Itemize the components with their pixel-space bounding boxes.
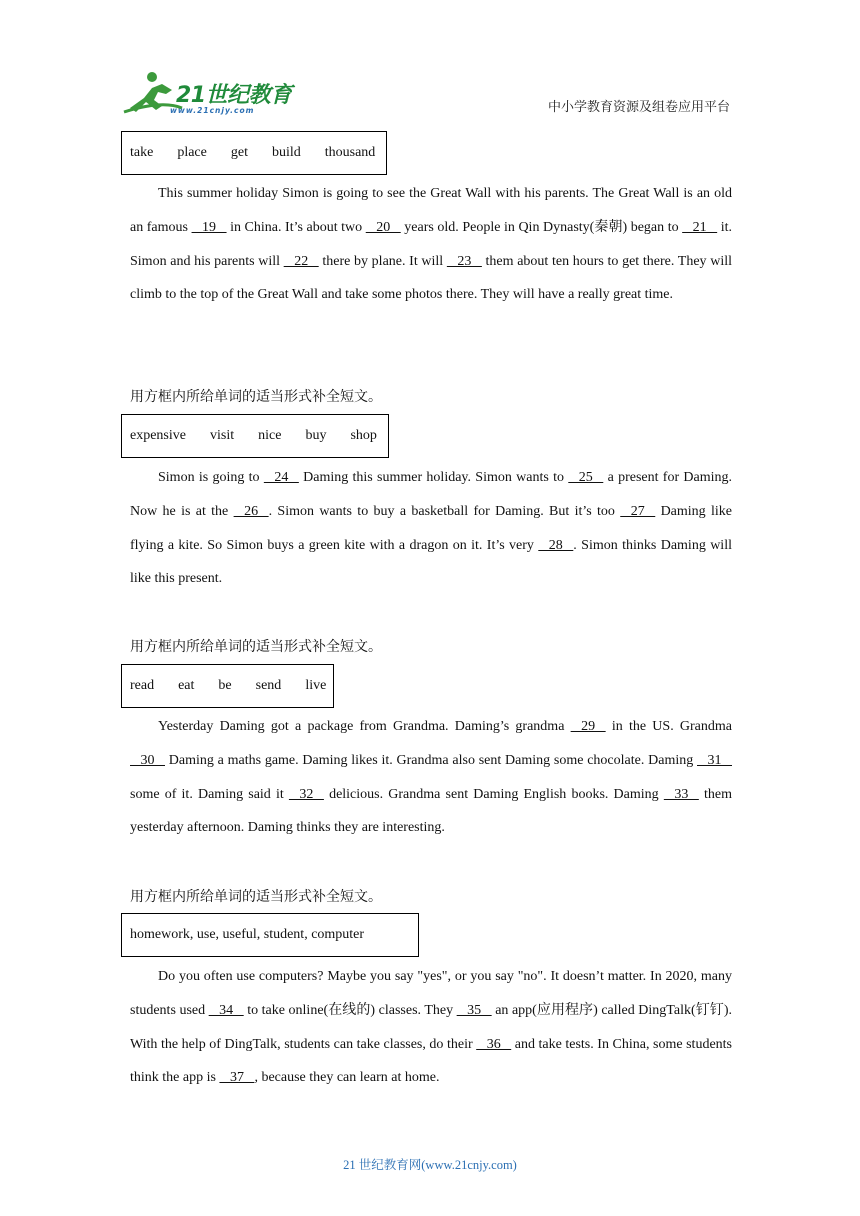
passage-text: in the US. Grandma	[605, 719, 733, 734]
passage-text: there by plane. It will	[318, 253, 447, 269]
word-box	[121, 131, 387, 175]
passage-text: it. Simon and his parents will	[130, 219, 732, 269]
passage-text: Simon is going to	[158, 470, 264, 485]
word-option: homework, use, useful, student, computer	[130, 927, 365, 942]
blank-25[interactable]: 25	[568, 470, 604, 485]
passage-text: to take online(在线的) classes. They	[243, 1002, 457, 1018]
passage-text: Do you often use computers? Maybe you say "yes", or you say "no". It doesn’t matter. In 2020, many students used	[130, 969, 732, 1018]
word-option: buy	[305, 428, 327, 443]
passage-text: some of it. Daming said it	[130, 786, 289, 802]
blank-33[interactable]: 33	[663, 786, 699, 802]
blank-20[interactable]: 20	[365, 219, 401, 235]
blank-21[interactable]: 21	[682, 219, 718, 235]
footer-text: 21 世纪教育网(www.21cnjy.com)	[343, 1158, 517, 1172]
instruction-text: 用方框内所给单词的适当形式补全短文。	[130, 889, 382, 905]
word-option: expensive	[130, 428, 186, 443]
word-option: be	[218, 678, 232, 693]
word-option: build	[271, 145, 301, 160]
passage-text: an app(应用程序) called DingTalk(钉钉). With the help of DingTalk, students can take classes, do their	[130, 1002, 732, 1052]
logo-url: www.21cnjy.com	[170, 106, 255, 115]
header-platform-text: 中小学教育资源及组卷应用平台	[548, 100, 731, 115]
blank-36[interactable]: 36	[476, 1036, 512, 1052]
word-option: eat	[178, 678, 195, 693]
passage-text: , because they can learn at home.	[254, 1070, 440, 1086]
passage-text: Yesterday Daming got a package from Grandma. Daming’s grandma	[158, 719, 571, 734]
word-option: take	[130, 145, 154, 160]
instruction-text: 用方框内所给单词的适当形式补全短文。	[130, 639, 382, 655]
passage-text: Daming a maths game. Daming likes it. Grandma also sent Daming some chocolate. Daming	[165, 752, 697, 768]
word-box	[121, 414, 389, 458]
blank-27[interactable]: 27	[620, 503, 656, 519]
logo-text: 21世纪教育	[176, 83, 292, 108]
word-option: read	[130, 678, 155, 693]
passage-text: and take tests. In China, some students think the app is	[130, 1036, 732, 1086]
passage-text: years old. People in Qin Dynasty(秦朝) began to	[400, 219, 683, 235]
word-box	[121, 913, 419, 957]
passage-text: This summer holiday Simon is going to see the Great Wall with his parents. The Great Wall is an old an famous	[130, 186, 732, 235]
passage-text: a present for Daming. Now he is at the	[130, 470, 732, 519]
passage-text: . Simon wants to buy a basketball for Daming. But it’s too	[268, 503, 621, 519]
passage-paragraph	[130, 960, 732, 1095]
blank-34[interactable]: 34	[208, 1002, 244, 1018]
blank-35[interactable]: 35	[456, 1002, 492, 1018]
passage-text: in China. It’s about two	[226, 219, 366, 235]
blank-28[interactable]: 28	[538, 537, 574, 553]
word-option: visit	[209, 428, 235, 443]
blank-19[interactable]: 19	[191, 219, 227, 235]
passage-text: delicious. Grandma sent Daming English books. Daming	[323, 786, 664, 802]
passage-text: Daming this summer holiday. Simon wants to	[298, 470, 569, 485]
blank-24[interactable]: 24	[263, 470, 299, 485]
passage-text: Daming like flying a kite. So Simon buys a green kite with a dragon on it. It’s very	[130, 503, 732, 553]
blank-29[interactable]: 29	[570, 719, 606, 734]
blank-26[interactable]: 26	[233, 503, 269, 519]
passage-paragraph	[130, 710, 732, 845]
word-option: send	[255, 678, 282, 693]
blank-31[interactable]: 31	[697, 752, 732, 768]
word-box	[121, 664, 334, 708]
instruction-text: 用方框内所给单词的适当形式补全短文。	[130, 389, 382, 405]
blank-32[interactable]: 32	[288, 786, 324, 802]
blank-30[interactable]: 30	[130, 752, 165, 768]
blank-37[interactable]: 37	[219, 1070, 255, 1086]
word-option: thousand	[324, 145, 376, 160]
blank-23[interactable]: 23	[446, 253, 482, 269]
passage-text: . Simon thinks Daming will like this present.	[130, 537, 732, 587]
passage-paragraph	[130, 461, 732, 596]
blank-22[interactable]: 22	[283, 253, 319, 269]
passage-text: them about ten hours to get there. They will climb to the top of the Great Wall and take some photos there. They will have a really great time.	[130, 253, 732, 303]
passage-text: them yesterday afternoon. Daming thinks they are interesting.	[130, 786, 732, 836]
word-option: live	[305, 678, 327, 693]
word-option: nice	[258, 428, 282, 443]
word-option: place	[177, 145, 207, 160]
word-option: shop	[350, 428, 377, 443]
word-option: get	[230, 145, 248, 160]
passage-paragraph	[130, 177, 732, 312]
